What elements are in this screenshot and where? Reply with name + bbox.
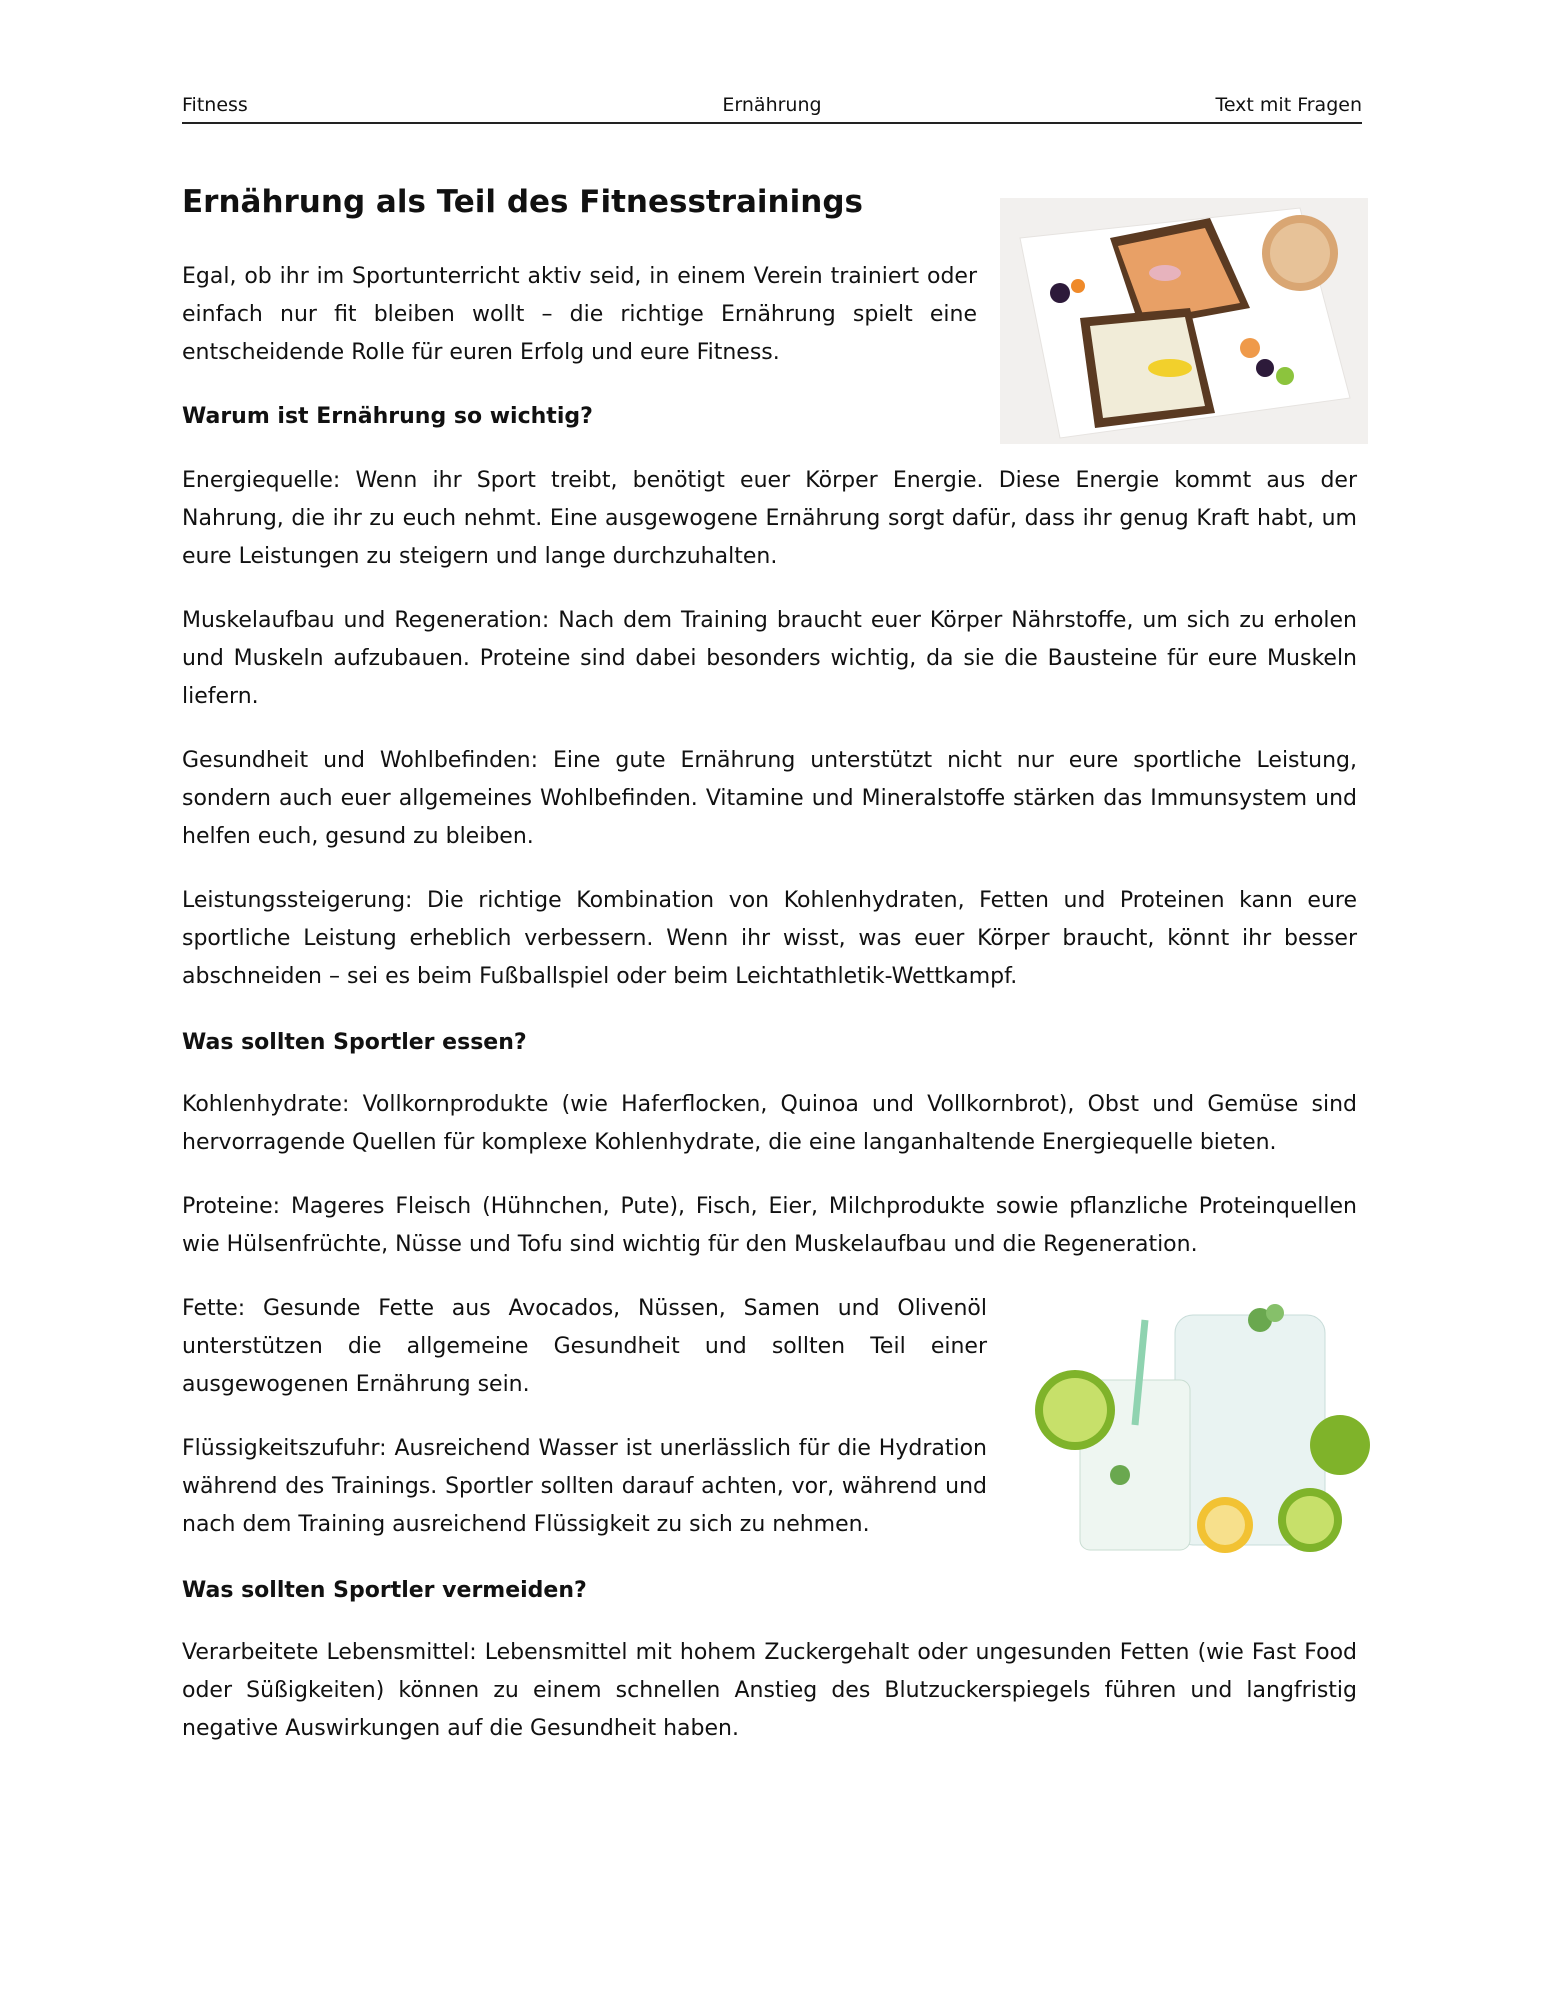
paragraph-muscle: Muskelaufbau und Regeneration: Nach dem Training braucht euer Körper Nährstoffe, um sich zu erholen und Muskeln aufzubauen. Proteine sind dabei besonders wichtig, da sie die Bausteine für eure Muskeln liefern. (182, 608, 1357, 709)
heading-why: Warum ist Ernährung so wichtig? (182, 404, 593, 429)
heading-eat: Was sollten Sportler essen? (182, 1030, 527, 1055)
heading-avoid: Was sollten Sportler vermeiden? (182, 1578, 587, 1603)
paragraph-health: Gesundheit und Wohlbefinden: Eine gute Ernährung unterstützt nicht nur eure sportliche Leistung, sondern auch euer allgemeines Wohlbefinden. Vitamine und Mineralstoffe stärken das Immunsystem und helfen euch, gesund zu bleiben. (182, 748, 1357, 849)
paragraph-fluids: Flüssigkeitszufuhr: Ausreichend Wasser ist unerlässlich für die Hydration während des Trainings. Sportler sollten darauf achten, vor, während und nach dem Training ausreichend Flüssigkeit zu sich zu nehmen. (182, 1436, 987, 1537)
header-left: Fitness (182, 94, 248, 116)
header-right: Text mit Fragen (1215, 94, 1362, 116)
intro-paragraph: Egal, ob ihr im Sportunterricht aktiv seid, in einem Verein trainiert oder einfach nur fit bleiben wollt – die richtige Ernährung spielt eine entscheidende Rolle für euren Erfolg und eure Fitness. (182, 264, 977, 365)
page-header (182, 92, 1362, 124)
page-title: Ernährung als Teil des Fitnesstrainings (182, 184, 863, 220)
breakfast-toast-image (1000, 198, 1368, 444)
header-center: Ernährung (722, 94, 822, 116)
paragraph-proteins: Proteine: Mageres Fleisch (Hühnchen, Pute), Fisch, Eier, Milchprodukte sowie pflanzliche Proteinquellen wie Hülsenfrüchte, Nüsse und Tofu sind wichtig für den Muskelaufbau und die Regeneration. (182, 1194, 1357, 1257)
paragraph-carbs: Kohlenhydrate: Vollkornprodukte (wie Haferflocken, Quinoa und Vollkornbrot), Obst und Gemüse sind hervorragende Quellen für komplexe Kohlenhydrate, die eine langanhaltende Energiequelle bieten. (182, 1092, 1357, 1155)
lemon-water-image (1025, 1295, 1380, 1555)
paragraph-performance: Leistungssteigerung: Die richtige Kombination von Kohlenhydraten, Fetten und Proteinen kann eure sportliche Leistung erheblich verbessern. Wenn ihr wisst, was euer Körper braucht, könnt ihr besser abschneiden – sei es beim Fußballspiel oder beim Leichtathletik-Wettkampf. (182, 888, 1357, 989)
paragraph-processed: Verarbeitete Lebensmittel: Lebensmittel mit hohem Zuckergehalt oder ungesunden Fetten (wie Fast Food oder Süßigkeiten) können zu einem schnellen Anstieg des Blutzuckerspiegels führen und langfristig negative Auswirkungen auf die Gesundheit haben. (182, 1640, 1357, 1741)
paragraph-fats: Fette: Gesunde Fette aus Avocados, Nüssen, Samen und Olivenöl unterstützen die allgemeine Gesundheit und sollten Teil einer ausgewogenen Ernährung sein. (182, 1296, 987, 1397)
paragraph-energy: Energiequelle: Wenn ihr Sport treibt, benötigt euer Körper Energie. Diese Energie kommt aus der Nahrung, die ihr zu euch nehmt. Eine ausgewogene Ernährung sorgt dafür, dass ihr genug Kraft habt, um eure Leistungen zu steigern und lange durchzuhalten. (182, 468, 1357, 569)
